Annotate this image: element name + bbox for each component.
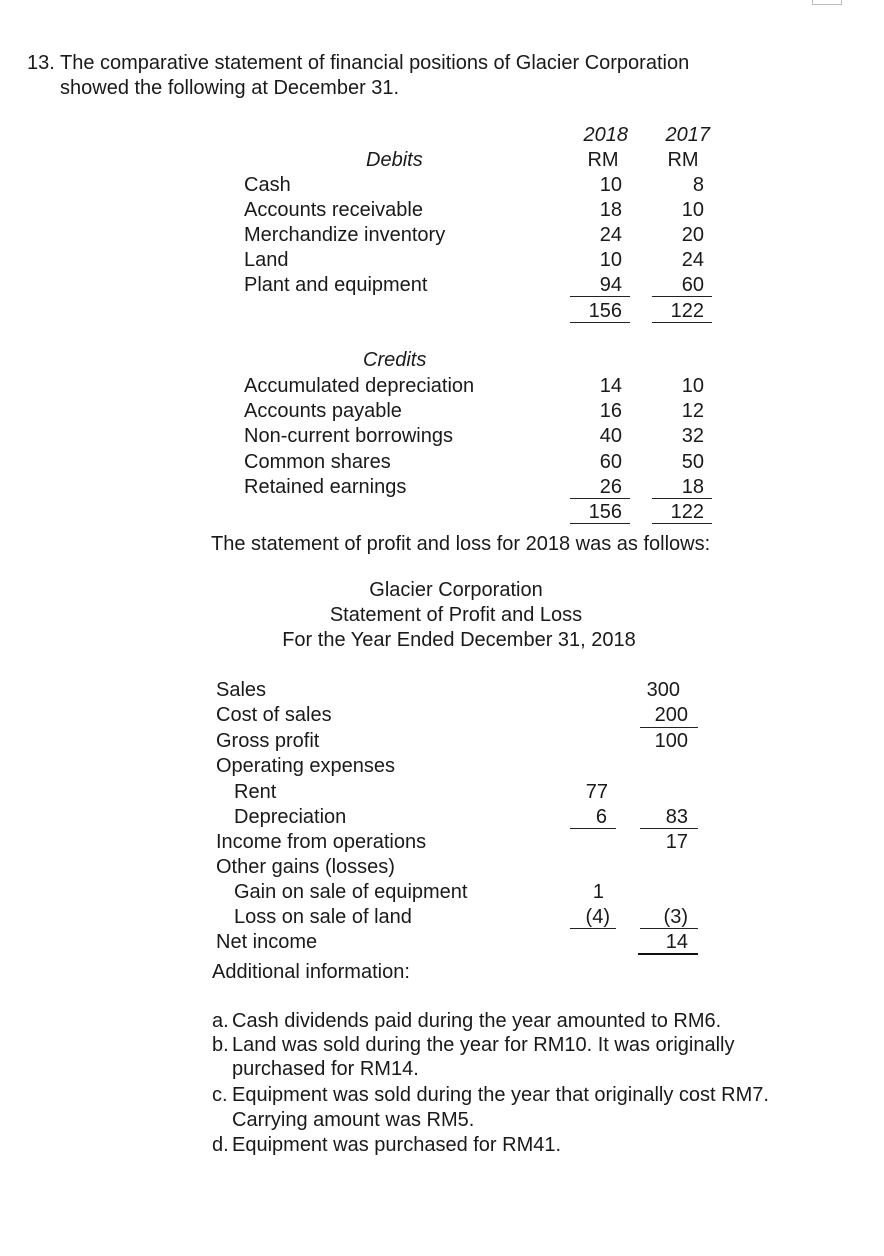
operations-rule xyxy=(640,828,698,829)
debits-heading: Debits xyxy=(366,149,423,171)
total-rule-2018 xyxy=(570,523,630,524)
credits-total-2017: 122 xyxy=(670,501,704,523)
pl-period: For the Year Ended December 31, 2018 xyxy=(282,629,636,651)
total-rule-2018 xyxy=(570,322,630,323)
row-label: Loss on sale of land xyxy=(234,906,412,928)
value-2018: 16 xyxy=(599,400,622,422)
row-label: Gain on sale of equipment xyxy=(234,881,468,903)
pl-company-name: Glacier Corporation xyxy=(369,579,543,601)
subtotal-rule-2017 xyxy=(652,498,712,499)
item-text: Equipment was sold during the year that originally cost RM7. xyxy=(232,1084,769,1106)
page-corner-mark xyxy=(812,0,842,5)
value-2017: 32 xyxy=(681,425,704,447)
row-label: Accounts receivable xyxy=(244,199,423,221)
gross-profit-rule xyxy=(640,727,698,728)
depreciation-value: 6 xyxy=(595,806,607,828)
value-2018: 40 xyxy=(599,425,622,447)
net-income-double-rule xyxy=(638,953,698,955)
sales-value: 300 xyxy=(646,679,680,701)
credits-heading: Credits xyxy=(363,349,427,371)
rent-value: 77 xyxy=(585,781,608,803)
value-2018: 94 xyxy=(599,274,622,296)
row-label: Cost of sales xyxy=(216,704,332,726)
gain-value: 1 xyxy=(592,881,604,903)
value-2018: 26 xyxy=(599,476,622,498)
currency-2017: RM xyxy=(667,149,699,171)
subtotal-rule-2018 xyxy=(570,296,630,297)
income-from-operations-value: 17 xyxy=(665,831,688,853)
row-label: Retained earnings xyxy=(244,476,407,498)
expenses-rule xyxy=(570,828,616,829)
currency-2018: RM xyxy=(587,149,619,171)
total-rule-2017 xyxy=(652,322,712,323)
cost-of-sales-value: 200 xyxy=(654,704,688,726)
value-2017: 50 xyxy=(681,451,704,473)
item-text: Equipment was purchased for RM41. xyxy=(232,1134,562,1156)
value-2017: 12 xyxy=(681,400,704,422)
row-label: Rent xyxy=(234,781,277,803)
value-2018: 10 xyxy=(599,174,622,196)
value-2017: 24 xyxy=(681,249,704,271)
row-label: Operating expenses xyxy=(216,755,396,777)
value-2017: 20 xyxy=(681,224,704,246)
gross-profit-value: 100 xyxy=(654,730,688,752)
row-label: Cash xyxy=(244,174,291,196)
value-2017: 10 xyxy=(681,375,704,397)
item-marker: a. xyxy=(212,1010,229,1032)
value-2018: 10 xyxy=(599,249,622,271)
row-label: Common shares xyxy=(244,451,391,473)
loss-value: (4) xyxy=(585,906,610,928)
row-label: Income from operations xyxy=(216,831,427,853)
item-marker: b. xyxy=(212,1034,229,1056)
subtotal-rule-2017 xyxy=(652,296,712,297)
pl-intro: The statement of profit and loss for 2018 was as follows: xyxy=(211,533,711,555)
row-label: Sales xyxy=(216,679,267,701)
subtotal-rule-2018 xyxy=(570,498,630,499)
row-label: Other gains (losses) xyxy=(216,856,395,878)
item-text: Land was sold during the year for RM10. It was originally xyxy=(232,1034,735,1056)
value-2017: 10 xyxy=(681,199,704,221)
row-label: Depreciation xyxy=(234,806,347,828)
net-income-value: 14 xyxy=(665,931,688,953)
row-label: Accounts payable xyxy=(244,400,402,422)
value-2018: 60 xyxy=(599,451,622,473)
item-marker: d. xyxy=(212,1134,229,1156)
value-2018: 18 xyxy=(599,199,622,221)
column-header-2018: 2018 xyxy=(583,124,628,146)
item-text: Cash dividends paid during the year amounted to RM6. xyxy=(232,1010,722,1032)
debits-total-2017: 122 xyxy=(670,300,704,322)
value-2018: 14 xyxy=(599,375,622,397)
pl-statement-title: Statement of Profit and Loss xyxy=(329,604,583,626)
column-header-2017: 2017 xyxy=(665,124,710,146)
question-number: 13. xyxy=(27,52,55,74)
row-label: Merchandize inventory xyxy=(244,224,446,246)
other-total: (3) xyxy=(663,906,688,928)
debits-total-2018: 156 xyxy=(588,300,622,322)
total-rule-2017 xyxy=(652,523,712,524)
value-2017: 60 xyxy=(681,274,704,296)
row-label: Plant and equipment xyxy=(244,274,428,296)
credits-total-2018: 156 xyxy=(588,501,622,523)
row-label: Accumulated depreciation xyxy=(244,375,475,397)
row-label: Net income xyxy=(216,931,318,953)
item-marker: c. xyxy=(212,1084,228,1106)
row-label: Gross profit xyxy=(216,730,320,752)
other-rule xyxy=(570,928,616,929)
question-text-line2: showed the following at December 31. xyxy=(60,77,400,99)
operating-expenses-total: 83 xyxy=(665,806,688,828)
net-income-rule xyxy=(640,928,698,929)
value-2017: 8 xyxy=(692,174,704,196)
item-text-continued: Carrying amount was RM5. xyxy=(232,1109,475,1131)
row-label: Land xyxy=(244,249,289,271)
additional-heading: Additional information: xyxy=(212,961,410,983)
value-2017: 18 xyxy=(681,476,704,498)
question-text-line1: The comparative statement of financial positions of Glacier Corporation xyxy=(60,52,690,74)
row-label: Non-current borrowings xyxy=(244,425,453,447)
item-text-continued: purchased for RM14. xyxy=(232,1058,419,1080)
value-2018: 24 xyxy=(599,224,622,246)
